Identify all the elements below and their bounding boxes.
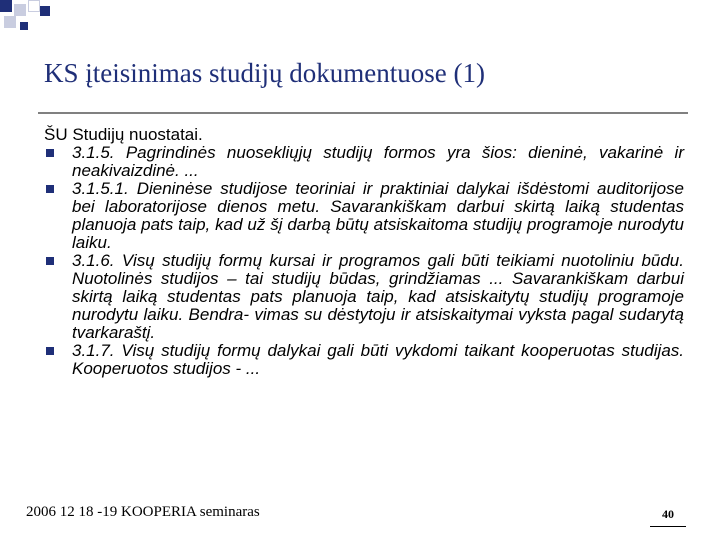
list-item-text: 3.1.6. Visų studijų formų kursai ir programos gali būti teikiami nuotoliniu būdu. Nuotolinės studijos – tai studijų būdas, grindžiamas ... Savarankiškam darbui skirtą laiką studentas pats planuoja taip, kad atsiskaitytų studijų programoje nurodytu laiku. Bendra- vimas su dėstytoju ir atsiskaitymai vyksta pagal sudarytą tvarkaraštį. xyxy=(72,251,684,342)
list-item xyxy=(44,342,684,378)
page-number-underline xyxy=(650,526,686,527)
page-number: 40 xyxy=(662,507,674,521)
square-bullet-icon xyxy=(46,185,54,193)
slide-title: KS įteisinimas studijų dokumentuose (1) xyxy=(44,58,485,88)
list-item xyxy=(44,252,684,342)
list-item-text: 3.1.7. Visų studijų formų dalykai gali būti vykdomi taikant kooperuotas studijas. Kooperuotos studijos - ... xyxy=(72,341,684,378)
deco-square xyxy=(28,0,40,12)
section-heading: ŠU Studijų nuostatai. xyxy=(44,125,203,144)
list-item xyxy=(44,180,684,252)
list-item-text: 3.1.5. Pagrindinės nuosekliųjų studijų formos yra šios: dieninė, vakarinė ir neakivaizdinė. ... xyxy=(72,143,684,180)
square-bullet-icon xyxy=(46,347,54,355)
deco-square xyxy=(14,4,26,16)
deco-square xyxy=(0,0,12,12)
deco-square xyxy=(40,6,50,16)
deco-square xyxy=(4,16,16,28)
deco-square xyxy=(20,22,28,30)
square-bullet-icon xyxy=(46,257,54,265)
list-item xyxy=(44,144,684,180)
slide-content xyxy=(44,126,684,378)
title-divider xyxy=(38,112,688,114)
corner-decoration xyxy=(0,0,60,40)
list-item-text: 3.1.5.1. Dieninėse studijose teoriniai ir praktiniai dalykai išdėstomi auditorijose bei laboratorijose dienos metu. Savarankiškam darbui skirtą laiką studentas planuoja pats taip, kad už šį darbą būtų atsiskaitoma studijų programoje nurodytu laiku. xyxy=(72,179,684,252)
footer-text: 2006 12 18 -19 KOOPERIA seminaras xyxy=(26,504,260,520)
bullet-list xyxy=(44,144,684,378)
square-bullet-icon xyxy=(46,149,54,157)
